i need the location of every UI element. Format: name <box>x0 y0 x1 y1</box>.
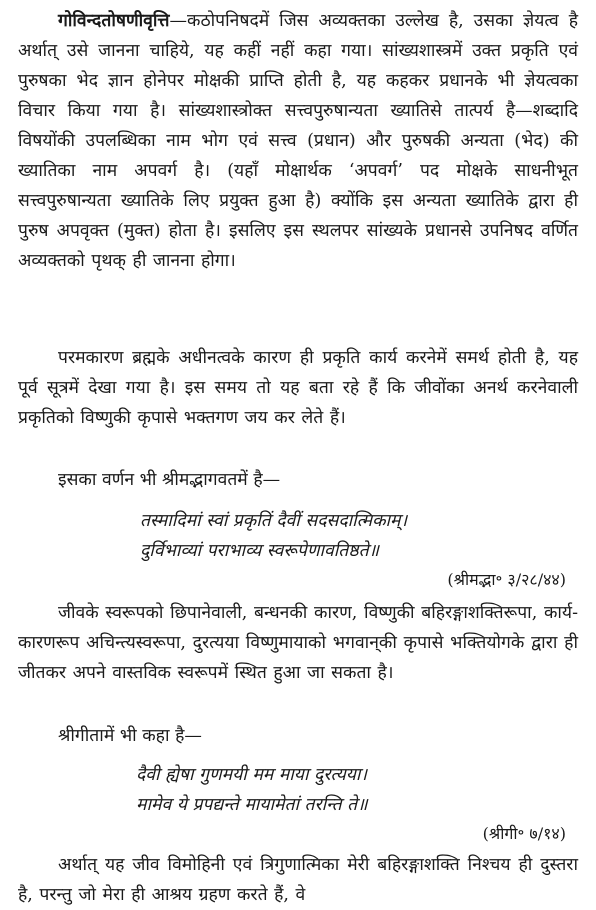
intro-gita: श्रीगीतामें भी कहा है— <box>58 726 202 746</box>
verse-gita-line-1: दैवी ह्येषा गुणमयी मम माया दुरत्यया। <box>136 765 368 785</box>
paragraph-explanation: अर्थात् यह जीव विमोहिनी एवं त्रिगुणात्मिका मेरी बहिरङ्गाशक्ति निश्चय ही दुस्तरा है, परन्तु जो मेरा ही आश्रय ग्रहण करते हैं, वे <box>18 855 578 905</box>
paragraph-commentary <box>18 6 578 276</box>
commentary-title: गोविन्दतोषणीवृत्ति <box>58 11 170 31</box>
verse-bhagavatam-line-2: दुर्विभाव्यां पराभाव्य स्वरूपेणावतिष्ठते॥ <box>140 541 380 561</box>
paragraph-maya: जीवके स्वरूपको छिपानेवाली, बन्धनकी कारण, विष्णुकी बहिरङ्गाशक्तिरूपा, कार्य-कारणरूप अचिन्त्यस्वरूपा, दुरत्यया विष्णुमायाको भगवान्‌की कृपासे भक्तियोगके द्वारा ही जीतकर अपने वास्तविक स्वरूपमें स्थित हुआ जा सकता है। <box>18 603 578 683</box>
paragraph-commentary-text: —कठोपनिषदमें जिस अव्यक्तका उल्लेख है, उसका ज्ञेयत्व है अर्थात् उसे जानना चाहिये, यह कहीं नहीं कहा गया। सांख्यशास्त्रमें उक्त प्रकृति एवं पुरुषका भेद ज्ञान होनेपर मोक्षकी प्राप्ति होती है, यह कहकर प्रधानके भी ज्ञेयत्वका विचार किया गया है। सांख्यशास्त्रोक्त सत्त्वपुरुषान्यता ख्यातिसे तात्पर्य है—शब्दादि विषयोंकी उपलब्धिका नाम भोग एवं सत्त्व (प्रधान) और पुरुषकी अन्यता (भेद) की ख्यातिका नाम अपवर्ग है। (यहाँ मोक्षार्थक ‘अपवर्ग’ पद मोक्षके साधनीभूत सत्त्वपुरुषान्यता ख्यातिके लिए प्रयुक्त हुआ है) क्योंकि इस अन्यता ख्यातिके द्वारा ही पुरुष अपवृक्त (मुक्त) होता है। इसलिए इस स्थलपर सांख्यके प्रधानसे उपनिषद वर्णित अव्यक्तको पृथक् ही जानना होगा। <box>18 11 578 271</box>
intro-bhagavatam: इसका वर्णन भी श्रीमद्भागवतमें है— <box>58 470 281 490</box>
paragraph-prakriti: परमकारण ब्रह्मके अधीनत्वके कारण ही प्रकृति कार्य करनेमें समर्थ होती है, यह पूर्व सूत्रमें देखा गया है। इस समय तो यह बता रहे हैं कि जीवोंका अनर्थ करनेवाली प्रकृतिको विष्णुकी कृपासे भक्तगण जय कर लेते हैं। <box>18 348 578 428</box>
verse-bhagavatam-reference: (श्रीमद्भा॰ ३/२८/४४) <box>447 570 566 589</box>
verse-gita-reference: (श्रीगी॰ ७/१४) <box>482 824 566 843</box>
verse-gita-line-2: मामेव ये प्रपद्यन्ते मायामेतां तरन्ति ते॥ <box>136 795 368 815</box>
verse-bhagavatam-line-1: तस्मादिमां स्वां प्रकृतिं दैवीं सदसदात्मिकाम्। <box>140 511 408 531</box>
